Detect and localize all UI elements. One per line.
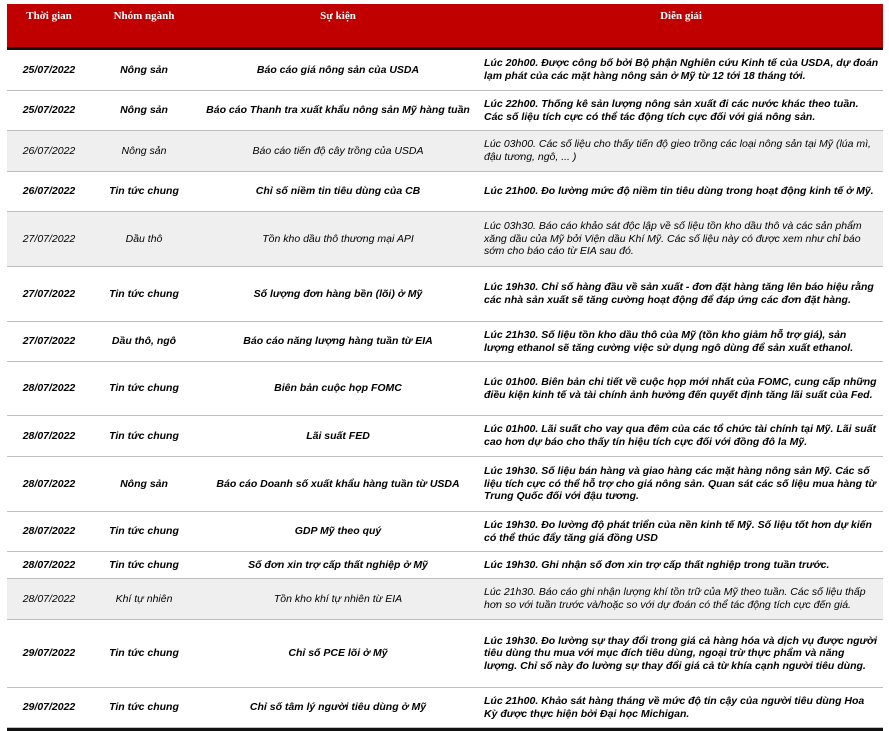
cell-description: Lúc 22h00. Thống kê sản lượng nông sản xuất đi các nước khác theo tuần. Các số liệu tích cực có thể tác động tích cực đối với giá nông sản.: [479, 91, 883, 131]
table-header: [7, 4, 883, 49]
cell-date: 28/07/2022: [7, 552, 91, 579]
cell-event: Báo cáo Thanh tra xuất khẩu nông sản Mỹ hàng tuần: [197, 91, 479, 131]
table-row: [7, 212, 883, 267]
cell-event: Báo cáo giá nông sản của USDA: [197, 49, 479, 91]
table-row: [7, 362, 883, 416]
cell-event: Báo cáo Doanh số xuất khẩu hàng tuần từ USDA: [197, 457, 479, 512]
cell-date: 28/07/2022: [7, 512, 91, 552]
cell-description: Lúc 21h00. Đo lường mức độ niềm tin tiêu dùng trong hoạt động kinh tế ở Mỹ.: [479, 172, 883, 212]
cell-event: Biên bản cuộc họp FOMC: [197, 362, 479, 416]
cell-event: Tồn kho khí tự nhiên từ EIA: [197, 579, 479, 620]
cell-group: Khí tự nhiên: [91, 579, 197, 620]
cell-group: Dầu thô: [91, 212, 197, 267]
cell-group: Nông sản: [91, 131, 197, 172]
table-row: [7, 579, 883, 620]
cell-date: 26/07/2022: [7, 131, 91, 172]
cell-date: 26/07/2022: [7, 172, 91, 212]
table-row: [7, 688, 883, 728]
header-event: Sự kiện: [197, 4, 479, 49]
table-body: [7, 49, 883, 728]
cell-description: Lúc 01h00. Biên bản chi tiết về cuộc họp mới nhất của FOMC, cung cấp những điều kiện kinh tế và tài chính ảnh hưởng đến quyết định tăng lãi suất của Fed.: [479, 362, 883, 416]
cell-date: 28/07/2022: [7, 579, 91, 620]
cell-description: Lúc 01h00. Lãi suất cho vay qua đêm của các tổ chức tài chính tại Mỹ. Lãi suất cao hơn dự báo cho thấy tín hiệu tích cực đối với đồng đô la Mỹ.: [479, 416, 883, 457]
cell-date: 27/07/2022: [7, 322, 91, 362]
cell-event: Chỉ số tâm lý người tiêu dùng ở Mỹ: [197, 688, 479, 728]
cell-event: Báo cáo năng lượng hàng tuần từ EIA: [197, 322, 479, 362]
cell-event: GDP Mỹ theo quý: [197, 512, 479, 552]
cell-group: Tin tức chung: [91, 552, 197, 579]
cell-description: Lúc 03h30. Báo cáo khảo sát độc lập về số liệu tồn kho dầu thô và các sản phẩm xăng dầu của Mỹ bởi Viện dầu Khí Mỹ. Các số liệu này có được xem như chỉ báo sớm cho báo cáo từ EIA sau đó.: [479, 212, 883, 267]
cell-group: Nông sản: [91, 457, 197, 512]
table-row: [7, 91, 883, 131]
cell-description: Lúc 21h00. Khảo sát hàng tháng về mức độ tin cậy của người tiêu dùng Hoa Kỳ được thực hiện bởi Đại học Michigan.: [479, 688, 883, 728]
cell-date: 28/07/2022: [7, 457, 91, 512]
cell-description: Lúc 19h30. Ghi nhận số đơn xin trợ cấp thất nghiệp trong tuần trước.: [479, 552, 883, 579]
cell-description: Lúc 19h30. Chỉ số hàng đầu về sản xuất - đơn đặt hàng tăng lên báo hiệu rằng các nhà sản xuất sẽ tăng cường hoạt động để đáp ứng các đơn đặt hàng.: [479, 267, 883, 322]
cell-description: Lúc 19h30. Đo lường sự thay đổi trong giá cả hàng hóa và dịch vụ được người tiêu dùng thu mua với mục đích tiêu dùng, ngoại trừ thực phẩm và năng lượng. Chỉ số này đo lường sự thay đổi giá cả từ khía cạnh người tiêu dùng.: [479, 620, 883, 688]
cell-event: Số đơn xin trợ cấp thất nghiệp ở Mỹ: [197, 552, 479, 579]
table-row: [7, 512, 883, 552]
cell-group: Tin tức chung: [91, 362, 197, 416]
cell-group: Tin tức chung: [91, 688, 197, 728]
cell-date: 28/07/2022: [7, 416, 91, 457]
cell-event: Chỉ số niềm tin tiêu dùng của CB: [197, 172, 479, 212]
cell-event: Tồn kho dầu thô thương mại API: [197, 212, 479, 267]
cell-description: Lúc 19h30. Đo lường độ phát triển của nền kinh tế Mỹ. Số liệu tốt hơn dự kiến có thể thúc đẩy tăng giá đồng USD: [479, 512, 883, 552]
cell-group: Nông sản: [91, 49, 197, 91]
economic-calendar-table: [7, 4, 883, 728]
cell-date: 25/07/2022: [7, 49, 91, 91]
cell-group: Tin tức chung: [91, 620, 197, 688]
table-row: [7, 416, 883, 457]
header-row: [7, 4, 883, 49]
cell-description: Lúc 03h00. Các số liệu cho thấy tiến độ gieo trồng các loại nông sản tại Mỹ (lúa mì, đậu tương, ngô, ... ): [479, 131, 883, 172]
table-row: [7, 322, 883, 362]
table-row: [7, 620, 883, 688]
cell-event: Chỉ số PCE lõi ở Mỹ: [197, 620, 479, 688]
table-row: [7, 172, 883, 212]
table-row: [7, 49, 883, 91]
cell-group: Dầu thô, ngô: [91, 322, 197, 362]
cell-date: 28/07/2022: [7, 362, 91, 416]
cell-date: 27/07/2022: [7, 267, 91, 322]
cell-description: Lúc 20h00. Được công bố bởi Bộ phận Nghiên cứu Kinh tế của USDA, dự đoán lạm phát của các mặt hàng nông sản ở Mỹ từ 12 tới 18 tháng tới.: [479, 49, 883, 91]
table-row: [7, 457, 883, 512]
cell-date: 27/07/2022: [7, 212, 91, 267]
cell-group: Tin tức chung: [91, 416, 197, 457]
cell-event: Lãi suất FED: [197, 416, 479, 457]
table-row: [7, 131, 883, 172]
cell-date: 29/07/2022: [7, 688, 91, 728]
header-description: Diễn giải: [479, 4, 883, 49]
cell-group: Tin tức chung: [91, 267, 197, 322]
cell-description: Lúc 21h30. Báo cáo ghi nhận lượng khí tồn trữ của Mỹ theo tuần. Các số liệu thấp hơn so với tuần trước và/hoặc so với dự đoán có thể tác động tích cực đến giá.: [479, 579, 883, 620]
header-group: Nhóm ngành: [91, 4, 197, 49]
cell-date: 25/07/2022: [7, 91, 91, 131]
table-row: [7, 267, 883, 322]
cell-group: Nông sản: [91, 91, 197, 131]
cell-event: Báo cáo tiến độ cây trồng của USDA: [197, 131, 479, 172]
cell-description: Lúc 21h30. Số liệu tồn kho dầu thô của Mỹ (tồn kho giảm hỗ trợ giá), sản lượng ethanol sẽ tăng cường việc sử dụng ngô dùng để sản xuất ethanol.: [479, 322, 883, 362]
cell-date: 29/07/2022: [7, 620, 91, 688]
cell-group: Tin tức chung: [91, 512, 197, 552]
cell-event: Số lượng đơn hàng bền (lõi) ở Mỹ: [197, 267, 479, 322]
table-row: [7, 552, 883, 579]
cell-group: Tin tức chung: [91, 172, 197, 212]
calendar-table-container: [7, 4, 883, 731]
cell-description: Lúc 19h30. Số liệu bán hàng và giao hàng các mặt hàng nông sản Mỹ. Các số liệu tích cực có thể hỗ trợ cho giá nông sản. Quan sát các số liệu mua hàng từ Trung Quốc đối với đậu tương.: [479, 457, 883, 512]
header-date: Thời gian: [7, 4, 91, 49]
